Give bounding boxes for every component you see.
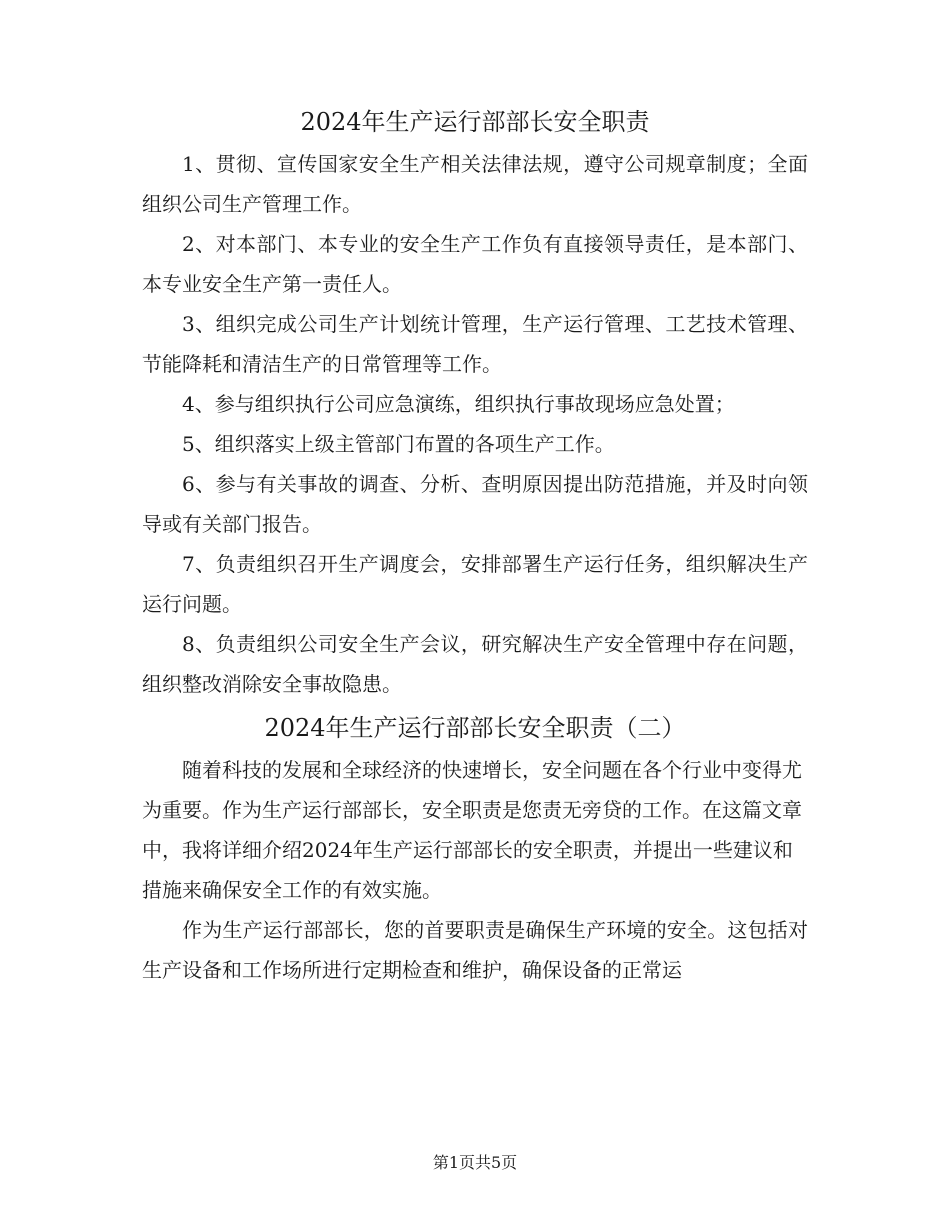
paragraph-intro: 随着科技的发展和全球经济的快速增长，安全问题在各个行业中变得尤为重要。作为生产运行部部长，安全职责是您责无旁贷的工作。在这篇文章中，我将详细介绍2024年生产运行部部长的安全职责，并提出一些建议和措施来确保安全工作的有效实施。 [142,758,802,902]
paragraph-4: 4、参与组织执行公司应急演练，组织执行事故现场应急处置； [182,392,735,416]
paragraph-3: 3、组织完成公司生产计划统计管理，生产运行管理、工艺技术管理、节能降耗和清洁生产的日常管理等工作。 [142,312,808,376]
document-title: 2024年生产运行部部长安全职责 [300,108,650,136]
document-body [142,100,808,990]
page-number: 第1页共5页 [432,1153,518,1172]
paragraph-5: 5、组织落实上级主管部门布置的各项生产工作。 [182,432,615,456]
paragraph-7: 7、负责组织召开生产调度会，安排部署生产运行任务，组织解决生产运行问题。 [142,552,808,616]
paragraph-8: 8、负责组织公司安全生产会议，研究解决生产安全管理中存在问题，组织整改消除安全事故隐患。 [142,632,808,696]
section-title-2: 2024年生产运行部部长安全职责（二） [264,714,686,742]
paragraph-2: 2、对本部门、本专业的安全生产工作负有直接领导责任，是本部门、本专业安全生产第一责任人。 [142,232,808,296]
paragraph-1: 1、贯彻、宣传国家安全生产相关法律法规，遵守公司规章制度；全面组织公司生产管理工作。 [142,152,808,216]
paragraph-6: 6、参与有关事故的调查、分析、查明原因提出防范措施，并及时向领导或有关部门报告。 [142,472,808,536]
paragraph-duty-1: 作为生产运行部部长，您的首要职责是确保生产环境的安全。这包括对生产设备和工作场所进行定期检查和维护，确保设备的正常运 [142,918,808,982]
